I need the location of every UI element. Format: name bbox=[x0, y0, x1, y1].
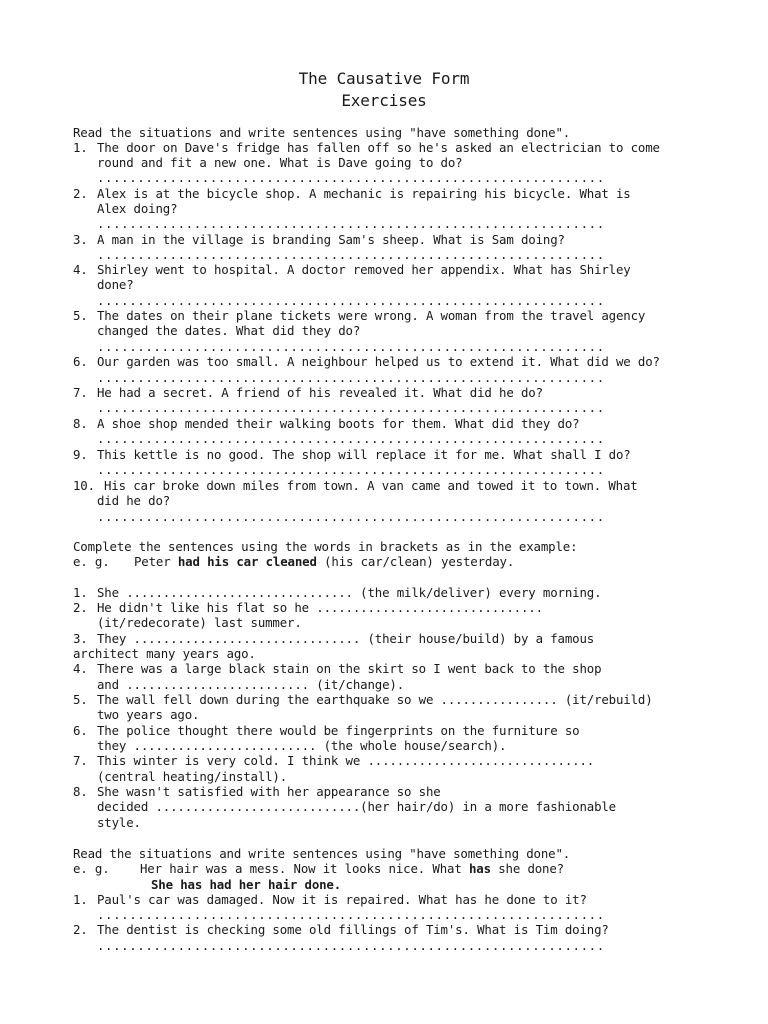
s1-item-number: 8. bbox=[73, 416, 88, 431]
s1-item-text: did he do? bbox=[97, 493, 171, 508]
section2-example bbox=[134, 554, 514, 569]
section3-example bbox=[140, 861, 564, 876]
s1-item-text: done? bbox=[97, 277, 134, 292]
s2-item-text: (it/redecorate) last summer. bbox=[97, 615, 302, 630]
answer-line: ............................................................... bbox=[97, 431, 605, 446]
s2-item-number: 7. bbox=[73, 753, 88, 768]
s1-item-text: His car broke down miles from town. A van came and towed it to town. What bbox=[104, 478, 638, 493]
answer-line: ............................................................... bbox=[97, 370, 605, 385]
answer-line: ............................................................... bbox=[97, 216, 605, 231]
s1-item-text: Alex is at the bicycle shop. A mechanic is repairing his bicycle. What is bbox=[97, 186, 631, 201]
s3-item-number: 1. bbox=[73, 892, 88, 907]
s1-item-text: Shirley went to hospital. A doctor removed her appendix. What has Shirley bbox=[97, 262, 631, 277]
s2-item-number: 2. bbox=[73, 600, 88, 615]
example-bold: has bbox=[468, 861, 491, 876]
s2-item-text: The wall fell down during the earthquake so we ................ (it/rebuild) bbox=[97, 692, 653, 707]
s1-item-number: 6. bbox=[73, 354, 88, 369]
s2-item-text: The police thought there would be fingerprints on the furniture so bbox=[97, 723, 580, 738]
s2-item-text: decided ............................(her hair/do) in a more fashionable bbox=[97, 799, 616, 814]
s2-item-text: She wasn't satisfied with her appearance so she bbox=[97, 784, 441, 799]
answer-line: ............................................................... bbox=[97, 938, 605, 953]
s2-item-number: 3. bbox=[73, 631, 88, 646]
section3-example-prefix: e. g. bbox=[73, 861, 110, 876]
s2-item-number: 8. bbox=[73, 784, 88, 799]
s2-item-text: There was a large black stain on the skirt so I went back to the shop bbox=[97, 661, 602, 676]
answer-line: ............................................................... bbox=[97, 247, 605, 262]
s2-item-text: They ............................... (their house/build) by a famous bbox=[97, 631, 595, 646]
example-text: (his car/clean) yesterday. bbox=[324, 554, 515, 569]
s1-item-number: 4. bbox=[73, 262, 88, 277]
s2-item-number: 1. bbox=[73, 585, 88, 600]
page-subtitle: Exercises bbox=[341, 91, 427, 110]
s1-item-text: A shoe shop mended their walking boots for them. What did they do? bbox=[97, 416, 580, 431]
section3-instruction: Read the situations and write sentences using "have something done". bbox=[73, 846, 571, 861]
s1-item-text: changed the dates. What did they do? bbox=[97, 323, 361, 338]
section1-instruction: Read the situations and write sentences using "have something done". bbox=[73, 125, 571, 140]
s3-item-text: The dentist is checking some old fillings of Tim's. What is Tim doing? bbox=[97, 922, 609, 937]
s3-item-text: Paul's car was damaged. Now it is repaired. What has he done to it? bbox=[97, 892, 587, 907]
s1-item-text: This kettle is no good. The shop will replace it for me. What shall I do? bbox=[97, 447, 631, 462]
s1-item-number: 1. bbox=[73, 140, 88, 155]
s1-item-number: 7. bbox=[73, 385, 88, 400]
s3-item-number: 2. bbox=[73, 922, 88, 937]
section3-example-answer: She has had her hair done. bbox=[151, 877, 342, 892]
s2-item-text: architect many years ago. bbox=[73, 646, 256, 661]
answer-line: ............................................................... bbox=[97, 462, 605, 477]
s2-item-text: (central heating/install). bbox=[97, 769, 288, 784]
s1-item-text: Alex doing? bbox=[97, 201, 178, 216]
answer-line: ............................................................... bbox=[97, 400, 605, 415]
s1-item-number: 10. bbox=[73, 478, 95, 493]
s1-item-text: A man in the village is branding Sam's sheep. What is Sam doing? bbox=[97, 232, 565, 247]
answer-line: ............................................................... bbox=[97, 509, 605, 524]
s2-item-text: This winter is very cold. I think we ............................... bbox=[97, 753, 595, 768]
answer-line: ............................................................... bbox=[97, 170, 605, 185]
section2-example-prefix: e. g. bbox=[73, 554, 110, 569]
example-bold: had his car cleaned bbox=[177, 554, 317, 569]
s2-item-number: 6. bbox=[73, 723, 88, 738]
s1-item-text: round and fit a new one. What is Dave going to do? bbox=[97, 155, 463, 170]
s1-item-number: 5. bbox=[73, 308, 88, 323]
s2-item-text: and ......................... (it/change). bbox=[97, 677, 405, 692]
s2-item-text: style. bbox=[97, 815, 141, 830]
s2-item-text: they ......................... (the whole house/search). bbox=[97, 738, 507, 753]
s2-item-text: He didn't like his flat so he ............................... bbox=[97, 600, 543, 615]
s2-item-number: 5. bbox=[73, 692, 88, 707]
s1-item-number: 3. bbox=[73, 232, 88, 247]
s2-item-text: She ............................... (the milk/deliver) every morning. bbox=[97, 585, 602, 600]
s2-item-number: 4. bbox=[73, 661, 88, 676]
answer-line: ............................................................... bbox=[97, 293, 605, 308]
answer-line: ............................................................... bbox=[97, 339, 605, 354]
section2-instruction: Complete the sentences using the words in brackets as in the example: bbox=[73, 539, 578, 554]
s2-item-text: two years ago. bbox=[97, 707, 200, 722]
example-text: she done? bbox=[498, 861, 564, 876]
example-text: Her hair was a mess. Now it looks nice. What bbox=[140, 861, 462, 876]
s1-item-text: Our garden was too small. A neighbour helped us to extend it. What did we do? bbox=[97, 354, 660, 369]
page-title: The Causative Form bbox=[298, 69, 470, 88]
s1-item-text: The door on Dave's fridge has fallen off so he's asked an electrician to come bbox=[97, 140, 660, 155]
s1-item-text: The dates on their plane tickets were wrong. A woman from the travel agency bbox=[97, 308, 646, 323]
s1-item-text: He had a secret. A friend of his revealed it. What did he do? bbox=[97, 385, 543, 400]
s1-item-number: 2. bbox=[73, 186, 88, 201]
example-text: Peter bbox=[134, 554, 171, 569]
s1-item-number: 9. bbox=[73, 447, 88, 462]
answer-line: ............................................................... bbox=[97, 907, 605, 922]
